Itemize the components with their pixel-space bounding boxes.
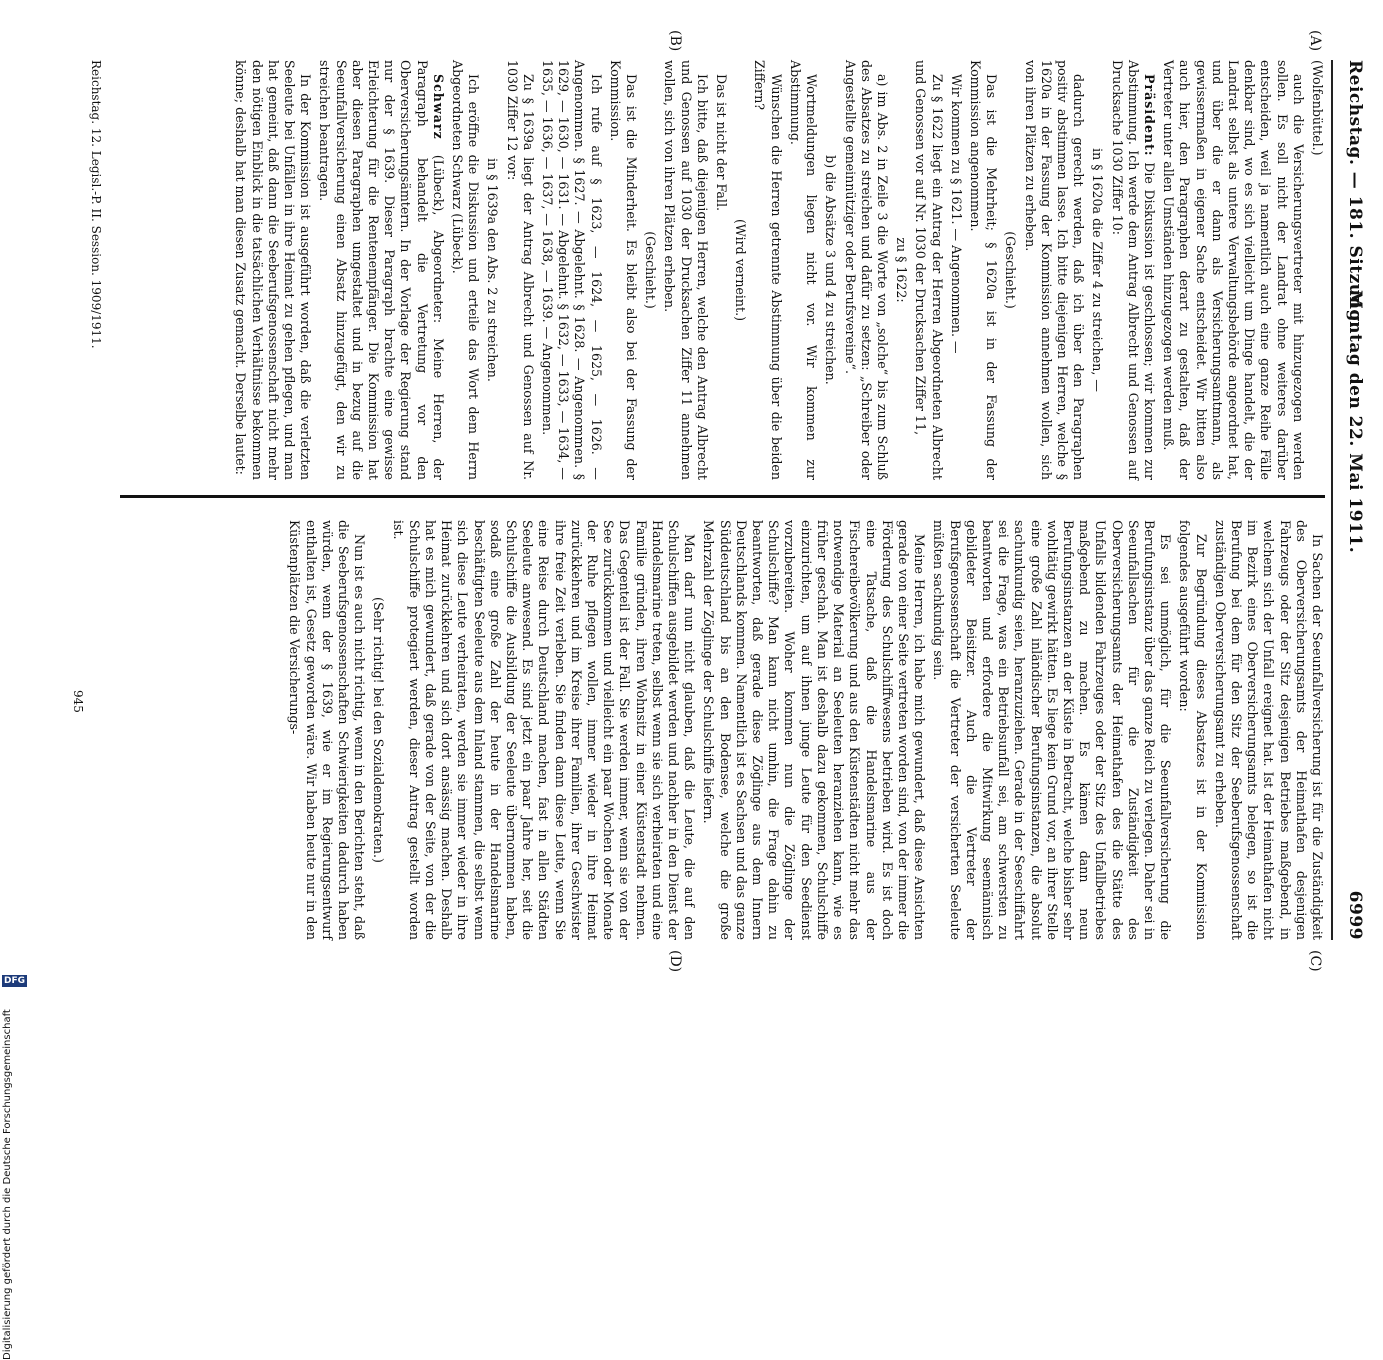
paragraph bbox=[732, 60, 748, 480]
paragraph bbox=[1089, 60, 1105, 480]
paragraph bbox=[607, 60, 639, 480]
paragraph bbox=[1212, 520, 1325, 940]
paragraph-text: (Wird verneint.) bbox=[733, 218, 749, 322]
paragraph-text: b) die Absätze 3 und 4 zu streichen. bbox=[823, 155, 839, 385]
paragraph-text: Wortmeldungen liegen nicht vor. Wir kommen zur Abstimmung. bbox=[787, 60, 820, 480]
paragraph bbox=[661, 60, 710, 480]
paragraph bbox=[1176, 520, 1208, 940]
paragraph bbox=[713, 60, 729, 480]
margin-marker-d: (D) bbox=[667, 950, 683, 973]
column-divider bbox=[120, 495, 1325, 498]
paragraph-text: Das ist die Mehrheit; § 1620a ist in der Fassung der Kommission angenommen. bbox=[967, 60, 1000, 480]
paragraph-text: Zu § 1639a liegt der Antrag Albrecht und Genossen auf Nr. 1030 Ziffer 12 vor: bbox=[504, 60, 536, 480]
paragraph-text: Nun ist es auch nicht richtig, wenn in den Berichten steht, daß die Seeberufsgenossenschaften Schwierigkeiten dadurch haben würden, wenn der § 1639, wie er im Regierungsentwurf enthalten ist, Gesetz geworden wäre. Wir haben heute nur in den Küstenplätzen die Versicherungs- bbox=[287, 520, 368, 940]
paragraph bbox=[503, 60, 535, 480]
paragraph bbox=[642, 60, 658, 480]
paragraph bbox=[1160, 60, 1306, 480]
margin-marker-a: (A) bbox=[1307, 30, 1323, 52]
paragraph bbox=[841, 60, 890, 480]
paragraph bbox=[370, 520, 386, 940]
paragraph bbox=[893, 60, 909, 480]
paragraph bbox=[539, 60, 604, 480]
paragraph-text: (Lübeck), Abgeordneter: Meine Herren, der Paragraph behandelt die Vertretung vor den Oberversicherungsämtern. In der Vorlage der Regierung stand nur der § 1639. Dieser Paragraph brachte eine gewisse Erleichterung für die Rentenempfänger. Die Kommission hat aber diesen Paragraphen umgestaltet und in bezug auf die Seeunfallversicherung einen Absatz hinzugefügt, den wir zu streichen beantragen. bbox=[317, 60, 446, 480]
paragraph bbox=[751, 60, 783, 480]
right-column bbox=[283, 520, 1325, 940]
paragraph-text: Wünschen die Herren getrennte Abstimmung über die beiden Ziffern? bbox=[752, 60, 784, 480]
header-left: Reichstag. — 181. Sitzung. bbox=[1345, 60, 1365, 329]
page-header bbox=[1337, 60, 1365, 940]
paragraph-text: Man darf nun nicht glauben, daß die Leute, die auf den Schulschiffen ausgebildet werden und nachher in den Dienst der Handelsmarine treten, selbst wenn sie sich verheiraten und eine Familie gründen, ihren Wohnsitz in einer Küstenstadt nehmen. Das Gegenteil ist der Fall. Sie werden immer, wenn sie von der See zurückkommen und vielleicht ein paar Wochen oder Monate der Ruhe pflegen wollen, immer wieder in ihre Heimat zurückkehren und im Kreise ihrer Familien, ihrer Geschwister ihre freie Zeit verleben. Sie finden dann diese Leute, wenn Sie eine Reise durch Deutschland machen, fast in allen Städten Seeleute anwesend. Es sind jetzt ein paar Jahre her, seit die Schulschiffe die Ausbildung der Seeleute übernommen haben, sodaß eine große Zahl der heute in der Handelsmarine beschäftigten Seeleute aus dem Inland stammen, die selbst wenn sich diese Leute verheiraten, werden sie immer wieder in ihre Heimat zurückkehren und sich dort ansässig machen. Deshalb hat es mich gewundert, daß gerade von der Seite, von der die Schulschiffe protegiert werden, dieser Antrag gestellt worden ist. bbox=[390, 520, 698, 940]
paragraph bbox=[1002, 60, 1018, 480]
header-rule bbox=[1331, 60, 1333, 940]
paragraph bbox=[822, 60, 838, 480]
paragraph-text: in § 1639a den Abs. 2 zu streichen. bbox=[485, 158, 501, 382]
paragraph-text: zu § 1622: bbox=[894, 237, 910, 303]
paragraph-text: in § 1620a die Ziffer 4 zu streichen, — bbox=[1090, 148, 1106, 392]
paragraph bbox=[948, 60, 964, 480]
footer-page-number: 945 bbox=[71, 690, 85, 713]
paragraph bbox=[912, 60, 944, 480]
paragraph bbox=[1021, 60, 1086, 480]
paragraph-text: Das ist nicht der Fall. bbox=[714, 74, 730, 211]
paragraph-text: Die Diskussion ist geschlossen; wir kommen zur Abstimmung. Ich werde dem Antrag Albrecht und Genossen auf Drucksache 1030 Ziffer 10: bbox=[1109, 60, 1157, 480]
paragraph bbox=[484, 60, 500, 480]
paragraph-text: auch die Versicherungsvertreter mit hinzugezogen werden sollen. Es soll nicht der Landrat ohne weiteres darüber entscheiden, weil ja namentlich auch eine ganze Reihe Fälle denkbar sind, wo es sich vielleicht um Dinge handelt, die der Landrat selbst als untere Verwaltungsbehörde angeordnet hat, und über die er dann als Versicherungsamtmann, als gewissermaßen in eigener Sache entscheidet. Wir bitten also auch hier, den Paragraphen derart zu gestalten, daß der Vertreter unter allen Umständen hinzugezogen werden muß. bbox=[1161, 60, 1306, 480]
paragraph-text: Das ist die Minderheit. Es bleibt also bei der Fassung der Kommission. bbox=[607, 60, 640, 480]
paragraph-text: Zur Begründung dieses Absatzes ist in der Kommission folgendes ausgeführt worden: bbox=[1177, 520, 1209, 940]
margin-marker-c: (C) bbox=[1307, 950, 1323, 972]
paragraph bbox=[787, 60, 819, 480]
header-date: Montag den 22. Mai 1911. bbox=[1345, 290, 1365, 554]
paragraph bbox=[1108, 60, 1157, 480]
paragraph bbox=[967, 60, 999, 480]
paragraph bbox=[449, 60, 481, 480]
paragraph bbox=[389, 520, 697, 940]
footer-session: Reichstag. 12. Legisl.-P. II. Session. 1909/1911. bbox=[89, 60, 103, 349]
paragraph-text: a) im Abs. 2 in Zeile 3 die Worte von „solche“ bis zum Schluß des Absatzes zu streichen und dafür zu setzen: „Schreiber oder Angestellte gemeinnütziger oder Berufsvereine“. bbox=[842, 60, 890, 480]
paragraph-text: Zu § 1622 liegt ein Antrag der Herren Abgeordneten Albrecht und Genossen vor auf Nr. 1030 der Drucksachen Ziffer 11, bbox=[913, 60, 945, 480]
paragraph-text: Ich eröffne die Diskussion und erteile das Wort dem Herrn Abgeordneten Schwarz (Lübeck). bbox=[450, 60, 482, 480]
paragraph-text: (Wolfenbüttel.) bbox=[1310, 60, 1325, 156]
paragraph-text: dadurch gerecht werden, daß ich über den Paragraphen positiv abstimmen lasse. Ich bitte diejenigen Herren, welche § 1620a in der Fassung der Kommission annehmen wollen, sich von ihren Plätzen zu erheben. bbox=[1022, 60, 1087, 480]
paragraph-text: Wir kommen zu § 1621. — Angenommen. — bbox=[948, 74, 964, 354]
paragraph bbox=[700, 520, 927, 940]
paragraph-text: Ich rufe auf § 1623, — 1624, — 1625, — 1626. — Angenommen. § 1627. — Abgelehnt. § 1628. — Angenommen. § 1629, — 1630, — 1631. — Abgelehnt. § 1632, — 1633, — 1634, — 1635, — 1636, — 1637, — 1638, — 1639. — Angenommen. bbox=[540, 60, 604, 480]
digitization-credit bbox=[2, 1000, 16, 1360]
paragraph-text: (Geschieht.) bbox=[643, 231, 659, 309]
paragraph-text: (Geschieht.) bbox=[1003, 231, 1019, 309]
speaker-name: Schwarz bbox=[430, 74, 446, 140]
speaker-name: Präsident: bbox=[1141, 74, 1157, 157]
paragraph-text: Es sei unmöglich, für die Seeunfallversicherung die Berufungsinstanz über das ganze Reich zu verlegen. Daher sei in Seeunfallsachen für die Zuständigkeit des Oberversicherungsamts der Heimathafen des die Stätte des Unfalls bildenden Fahrzeuges oder der Sitz des Unfallbetriebes maßgebend zu machen. Es kämen dann neun Berufungsinstanzen an der Küste in Betracht, welche bisher sehr wohltätig gewirkt hätten. Es liege kein Grund vor, an ihrer Stelle eine große Zahl inländischer Berufungsinstanzen, die absolut sachunkundig seien, heranzuziehen. Gerade in der Seeschiffahrt sei die Frage, was ein Betriebsunfall sei, am schwersten zu beantworten und erfordere die Mitwirkung seemännisch gebildeter Beisitzer. Auch die Vertreter der Berufsgenossenschaft die Vertreter der versicherten Seeleute müßten sachkundig sein. bbox=[931, 520, 1174, 940]
paragraph bbox=[316, 60, 446, 480]
paragraph bbox=[286, 520, 367, 940]
paragraph-text: (Sehr richtig! bei den Sozialdemokraten.) bbox=[371, 597, 387, 863]
paragraph-text: In der Kommission ist ausgeführt worden, daß die verletzten Seeleute bei Unfällen in ihre Heimat zu gehen pflegen, und man hat gemeint, daß dann die Seeberufsgenossenschaft nicht mehr den nötigen Einblick in die tatsächlichen Verhältnisse bekommen könne; deshalb hat man diesen Zusatz gemacht. Derselbe lautet: bbox=[233, 60, 314, 480]
paragraph bbox=[1309, 60, 1325, 480]
left-column bbox=[229, 60, 1325, 480]
paragraph-text: Ich bitte, daß diejenigen Herren, welche den Antrag Albrecht und Genossen auf 1030 der Drucksachen Ziffer 11 annehmen wollen, sich von ihren Plätzen erheben. bbox=[662, 60, 710, 480]
paragraph-text: In Sachen der Seeunfallversicherung ist für die Zuständigkeit des Oberversicherungsamts der Heimathafen desjenigen Fahrzeugs oder der Sitz desjenigen Betriebes maßgebend, in welchem sich der Unfall ereignet hat. Ist der Heimathafen nicht im Bezirk eines Oberversicherungsamts belegen, so ist die Berufung bei dem für den Sitz der Seeberufsgenossenschaft zuständigen Oberversicherungsamt zu erheben. bbox=[1212, 520, 1325, 940]
paragraph bbox=[232, 60, 313, 480]
header-page-number: 6999 bbox=[1345, 890, 1365, 940]
margin-marker-b: (B) bbox=[667, 30, 683, 52]
paragraph-text: Meine Herren, ich habe mich gewundert, daß diese Ansichten gerade von einer Seite vertreten worden sind, von der immer die Förderung des Schulschiffwesens betrieben wird. Es ist doch eine Tatsache, daß die Handelsmarine aus der Fischereibevölkerung und aus den Küstenstädten nicht mehr das notwendige Material an Seeleuten heranziehen kann, wie es früher geschah. Man ist deshalb dazu gekommen, Schulschiffe einzurichten, um auf ihnen junge Leute für den Seedienst vorzubereiten. Woher kommen nun die Zöglinge der Schulschiffe? Man kann nicht umhin, die Frage dahin zu beantworten, daß gerade diese Zöglinge aus dem Innern Deutschlands kommen. Namentlich ist es Sachsen und das ganze Süddeutschland bis an den Bodensee, welche die große Mehrzahl der Zöglinge der Schulschiffe liefern. bbox=[701, 520, 928, 940]
credit-text: Digitalisierung gefördert durch die Deutsche Forschungsgemeinschaft bbox=[2, 1009, 13, 1360]
dfg-logo: DFG bbox=[4, 976, 26, 986]
paragraph bbox=[930, 520, 1173, 940]
